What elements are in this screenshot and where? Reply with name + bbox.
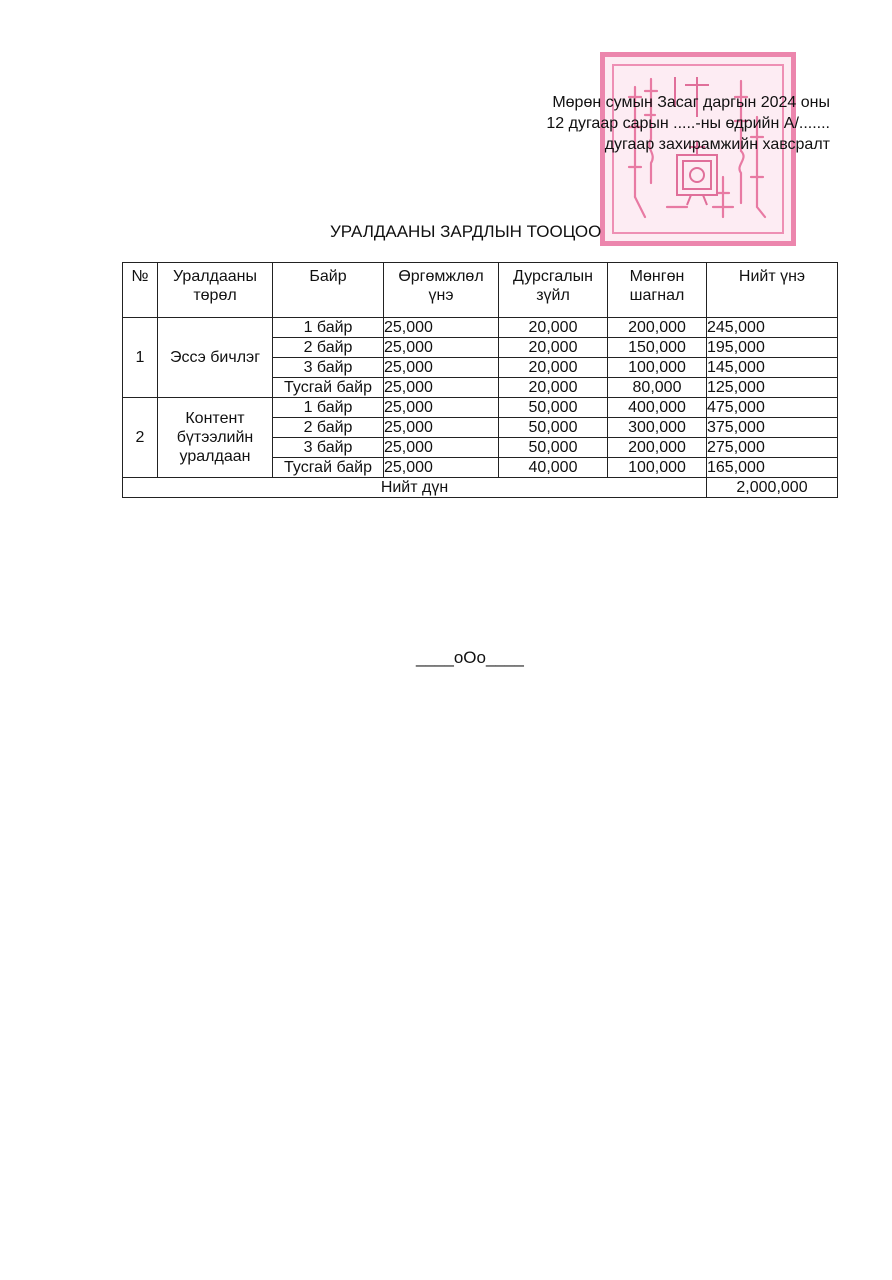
group-type: Эссэ бичлэг [158, 318, 273, 398]
appendix-note-line-2: 12 дугаар сарын .....-ны өдрийн А/....... [546, 115, 830, 132]
table-header-row [123, 263, 838, 318]
total-cell: 375,000 [707, 418, 838, 438]
sum-row [123, 478, 838, 498]
header-type: Уралдааны төрөл [158, 263, 273, 318]
cash-cell: 150,000 [608, 338, 707, 358]
header-item: Дурсгалын зүйл [499, 263, 608, 318]
place-cell: 2 байр [273, 338, 384, 358]
item-cell: 50,000 [499, 418, 608, 438]
item-cell: 50,000 [499, 438, 608, 458]
header-cash: Мөнгөн шагнал [608, 263, 707, 318]
group-no: 2 [123, 398, 158, 478]
item-cell: 20,000 [499, 358, 608, 378]
item-cell: 20,000 [499, 338, 608, 358]
group-type: Контент бүтээлийн уралдаан [158, 398, 273, 478]
total-cell: 165,000 [707, 458, 838, 478]
cash-cell: 100,000 [608, 358, 707, 378]
cost-table [122, 262, 838, 498]
item-cell: 20,000 [499, 318, 608, 338]
total-cell: 475,000 [707, 398, 838, 418]
table-row [123, 398, 838, 418]
place-cell: 3 байр [273, 438, 384, 458]
fee-cell: 25,000 [384, 458, 499, 478]
fee-cell: 25,000 [384, 398, 499, 418]
place-cell: Тусгай байр [273, 378, 384, 398]
fee-cell: 25,000 [384, 438, 499, 458]
fee-cell: 25,000 [384, 318, 499, 338]
fee-cell: 25,000 [384, 378, 499, 398]
place-cell: 1 байр [273, 318, 384, 338]
item-cell: 20,000 [499, 378, 608, 398]
header-no: № [123, 263, 158, 318]
place-cell: 1 байр [273, 398, 384, 418]
appendix-note-line-3: дугаар захирамжийн хавсралт [604, 136, 830, 153]
header-fee: Өргөмжлөл үнэ [384, 263, 499, 318]
total-cell: 145,000 [707, 358, 838, 378]
table-row [123, 318, 838, 338]
place-cell: 3 байр [273, 358, 384, 378]
appendix-note [546, 92, 830, 155]
fee-cell: 25,000 [384, 418, 499, 438]
cash-cell: 200,000 [608, 438, 707, 458]
place-cell: 2 байр [273, 418, 384, 438]
cash-cell: 80,000 [608, 378, 707, 398]
item-cell: 40,000 [499, 458, 608, 478]
cash-cell: 300,000 [608, 418, 707, 438]
fee-cell: 25,000 [384, 338, 499, 358]
header-total: Нийт үнэ [707, 263, 838, 318]
appendix-note-line-1: Мөрөн сумын Засаг даргын 2024 оны [552, 94, 830, 111]
cash-cell: 100,000 [608, 458, 707, 478]
fee-cell: 25,000 [384, 358, 499, 378]
document-title: УРАЛДААНЫ ЗАРДЛЫН ТООЦОО [330, 222, 602, 241]
cash-cell: 400,000 [608, 398, 707, 418]
sum-value: 2,000,000 [707, 478, 838, 498]
total-cell: 275,000 [707, 438, 838, 458]
total-cell: 195,000 [707, 338, 838, 358]
header-place: Байр [273, 263, 384, 318]
sum-label: Нийт дүн [123, 478, 707, 498]
place-cell: Тусгай байр [273, 458, 384, 478]
end-mark: ____оОо____ [416, 648, 524, 667]
total-cell: 125,000 [707, 378, 838, 398]
item-cell: 50,000 [499, 398, 608, 418]
total-cell: 245,000 [707, 318, 838, 338]
group-no: 1 [123, 318, 158, 398]
cash-cell: 200,000 [608, 318, 707, 338]
